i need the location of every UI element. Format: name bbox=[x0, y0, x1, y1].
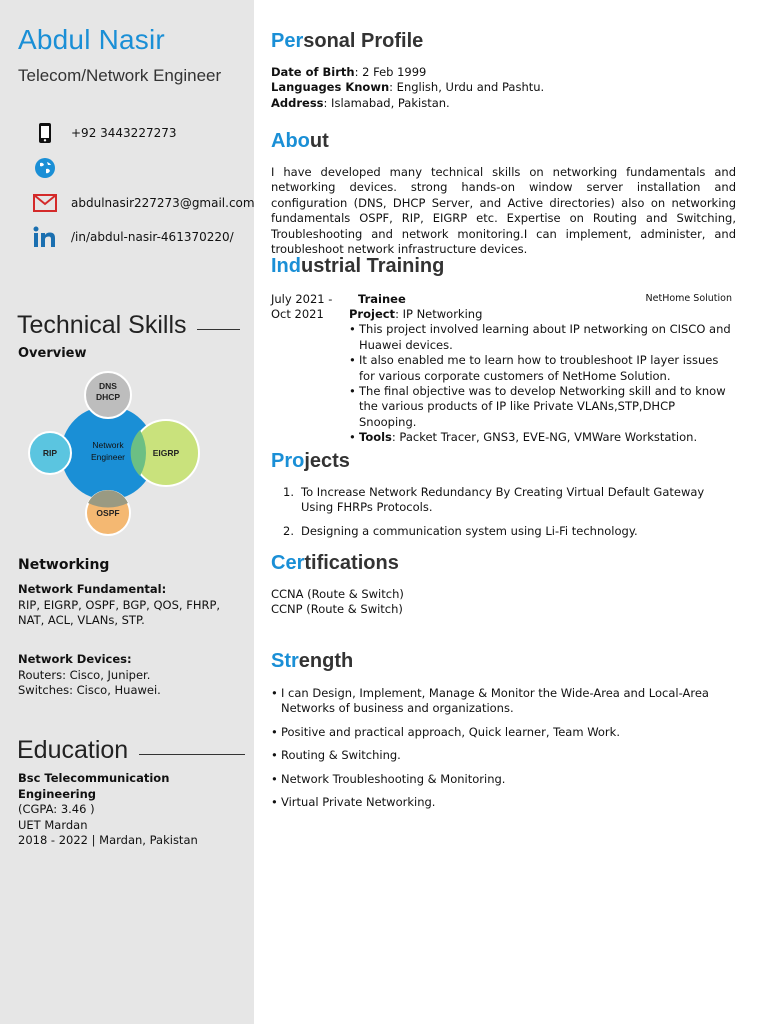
globe-icon bbox=[32, 157, 58, 179]
training-body bbox=[349, 307, 733, 446]
candidate-role: Telecom/Network Engineer bbox=[18, 66, 222, 85]
diagram-right-label: EIGRP bbox=[152, 448, 180, 458]
training-bullet: • It also enabled me to learn how to troubleshoot IP layer issues for various corporate customers of NetHome Solution. bbox=[349, 353, 733, 384]
strength-item: • Positive and practical approach, Quick learner, Team Work. bbox=[271, 725, 733, 740]
certifications-heading: Certifications bbox=[271, 552, 399, 574]
training-start: July 2021 - bbox=[271, 292, 333, 306]
education-heading: Education bbox=[17, 736, 129, 764]
training-bullets bbox=[349, 322, 733, 445]
diagram-bottom-label: OSPF bbox=[96, 508, 120, 518]
projects-list bbox=[283, 485, 733, 539]
devices-label: Network Devices: bbox=[18, 652, 132, 666]
linkedin-icon bbox=[32, 226, 58, 248]
about-text: I have developed many technical skills on networking fundamentals and networking devices. strong hands-on window server installation and configuration (DNS, DHCP Server, and Active directories) also on networking fundamentals OSPF, RIP, EIGRP etc. Expertise on Routing and Switching, Troubleshooting and network monitoring.I can implement, administer, and troubleshoot network infrastructure devices. bbox=[271, 165, 736, 257]
phone-number: +92 3443227273 bbox=[71, 126, 177, 140]
heading-rule bbox=[139, 754, 245, 755]
overview-heading: Overview bbox=[18, 346, 87, 361]
networking-heading: Networking bbox=[18, 557, 110, 573]
strength-list bbox=[271, 686, 733, 810]
contact-linkedin[interactable] bbox=[32, 226, 234, 248]
certifications-list bbox=[271, 587, 736, 618]
training-bullet: • The final objective was to develop Networking skill and to know the various products of IP like Private VLANs,STP,DHCP Snooping. bbox=[349, 384, 733, 430]
strength-item: • Routing & Switching. bbox=[271, 748, 733, 763]
profile-details bbox=[271, 65, 736, 111]
email-icon bbox=[32, 192, 58, 214]
training-project: Project: IP Networking bbox=[349, 307, 483, 321]
network-fundamental bbox=[18, 582, 248, 629]
network-devices bbox=[18, 652, 248, 699]
project-item: 2. Designing a communication system using Li-Fi technology. bbox=[283, 523, 638, 538]
strength-item: • I can Design, Implement, Manage & Monitor the Wide-Area and Local-Area Networks of business and organizations. bbox=[271, 686, 733, 717]
projects-heading: Projects bbox=[271, 450, 350, 472]
diagram-center-label-2: Engineer bbox=[90, 452, 126, 462]
candidate-name: Abdul Nasir bbox=[18, 24, 165, 55]
address-row: Address: Islamabad, Pakistan. bbox=[271, 95, 450, 110]
about-heading: About bbox=[271, 130, 329, 152]
certification-item: CCNP (Route & Switch) bbox=[271, 602, 403, 617]
certification-item: CCNA (Route & Switch) bbox=[271, 587, 404, 601]
contact-phone bbox=[32, 122, 177, 144]
training-title: Trainee bbox=[358, 292, 406, 306]
linkedin-profile[interactable]: /in/abdul-nasir-461370220/ bbox=[71, 230, 234, 244]
training-bullet-tools: • Tools: Packet Tracer, GNS3, EVE-NG, VMWare Workstation. bbox=[349, 430, 733, 445]
education-details bbox=[18, 771, 248, 849]
contact-email[interactable] bbox=[32, 192, 255, 214]
training-end: Oct 2021 bbox=[271, 307, 324, 322]
dob-row: Date of Birth: 2 Feb 1999 bbox=[271, 65, 427, 79]
training-company: NetHome Solution bbox=[645, 293, 732, 304]
school: UET Mardan bbox=[18, 817, 88, 832]
skills-diagram bbox=[20, 365, 220, 540]
industrial-training-heading: Industrial Training bbox=[271, 255, 445, 277]
degree: Bsc Telecommunication Engineering bbox=[18, 771, 170, 801]
fundamental-label: Network Fundamental: bbox=[18, 582, 167, 596]
diagram-top-label-2: DHCP bbox=[95, 392, 121, 402]
diagram-top-label-1: DNS bbox=[99, 381, 117, 391]
cgpa: (CGPA: 3.46 ) bbox=[18, 802, 95, 816]
personal-profile-heading: Personal Profile bbox=[271, 30, 424, 52]
fundamental-text: RIP, EIGRP, OSPF, BGP, QOS, FHRP, NAT, ACL, VLANs, STP. bbox=[18, 597, 221, 627]
training-dates bbox=[271, 292, 332, 323]
technical-skills-heading: Technical Skills bbox=[17, 311, 187, 339]
strength-heading: Strength bbox=[271, 650, 354, 672]
routers-text: Routers: Cisco, Juniper. bbox=[18, 667, 151, 682]
switches-text: Switches: Cisco, Huawei. bbox=[18, 683, 161, 697]
diagram-left-label: RIP bbox=[42, 448, 58, 458]
project-item: 1. To Increase Network Redundancy By Creating Virtual Default Gateway Using FHRPs Protocols. bbox=[283, 485, 705, 515]
languages-row: Languages Known: English, Urdu and Pashtu. bbox=[271, 80, 545, 95]
period: 2018 - 2022 | Mardan, Pakistan bbox=[18, 833, 198, 847]
phone-icon bbox=[32, 122, 58, 144]
diagram-center-label-1: Network bbox=[92, 440, 124, 450]
strength-item: • Network Troubleshooting & Monitoring. bbox=[271, 772, 733, 787]
heading-rule bbox=[197, 329, 240, 330]
strength-item: • Virtual Private Networking. bbox=[271, 795, 733, 810]
email-address[interactable]: abdulnasir227273@gmail.com bbox=[71, 196, 255, 210]
training-bullet: • This project involved learning about IP networking on CISCO and Huawei devices. bbox=[349, 322, 733, 353]
contact-website[interactable] bbox=[32, 157, 58, 179]
